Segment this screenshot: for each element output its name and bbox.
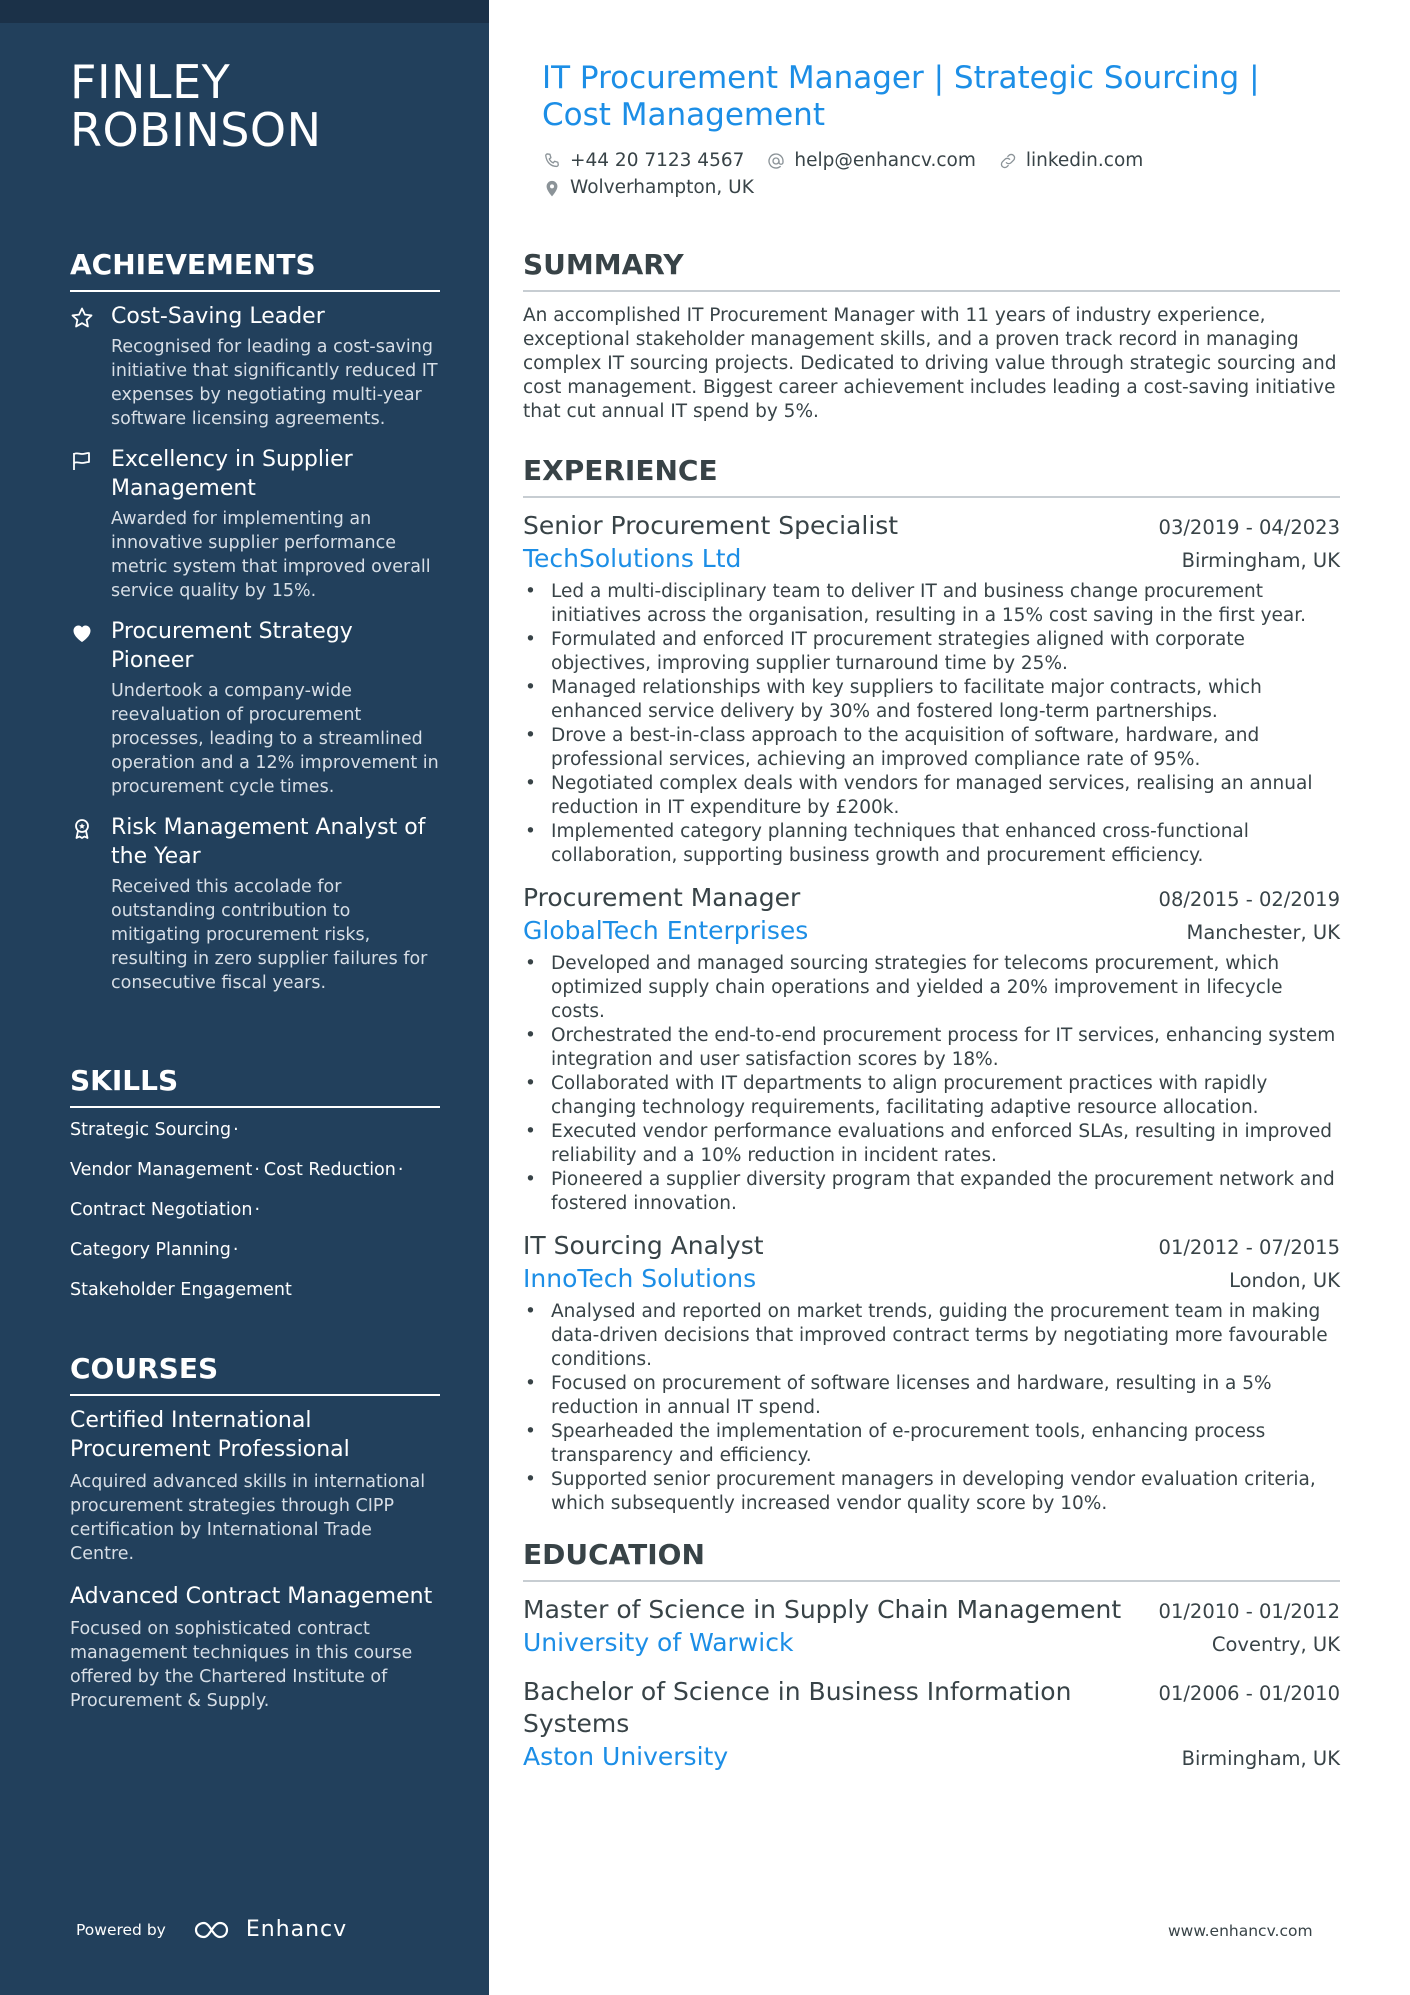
courses-heading: COURSES: [70, 1352, 440, 1396]
achievement-title: Risk Management Analyst of the Year: [111, 815, 426, 869]
linkedin[interactable]: [998, 150, 1143, 171]
email-text: help@enhancv.com: [794, 150, 976, 171]
job-title: IT Sourcing Analyst: [523, 1231, 764, 1260]
course-title: Certified International Procurement Professional: [70, 1408, 350, 1462]
location-text: Wolverhampton, UK: [570, 177, 754, 198]
achievement-desc: Received this accolade for outstanding contribution to mitigating procurement risks, resulting in zero supplier failures for consecutive fiscal years.: [111, 877, 428, 993]
skill-separator: ·: [232, 1240, 239, 1260]
course-title: Advanced Contract Management: [70, 1584, 433, 1609]
education-heading: EDUCATION: [523, 1538, 1340, 1582]
email[interactable]: [766, 150, 975, 171]
heart-icon: [70, 621, 94, 645]
phone[interactable]: [542, 150, 744, 171]
skill-item: Stakeholder Engagement: [70, 1280, 292, 1300]
infinity-icon: [192, 1918, 238, 1942]
link-icon: [998, 151, 1018, 171]
achievements-section: [70, 248, 440, 1009]
degree-title: Master of Science in Supply Chain Management: [523, 1595, 1122, 1624]
experience-heading: EXPERIENCE: [523, 454, 1340, 498]
job-bullets: [523, 580, 1340, 868]
achievement-item: [70, 445, 440, 603]
achievements-heading: ACHIEVEMENTS: [70, 248, 440, 292]
skill-item: Strategic Sourcing: [70, 1120, 232, 1140]
summary-text: An accomplished IT Procurement Manager with 11 years of industry experience, exceptional stakeholder management skills, and a proven track record in managing complex IT sourcing projects. Dedicated to driving value through strategic sourcing and cost management. Biggest career achievement includes leading a cost-saving initiative that cut annual IT spend by 5%.: [523, 305, 1337, 422]
job-company-row: [523, 542, 1340, 576]
achievement-desc: Undertook a company-wide reevaluation of procurement processes, leading to a streamlined operation and a 12% improvement in procurement cycle times.: [111, 681, 439, 797]
course-desc: Acquired advanced skills in international procurement strategies through CIPP certification by International Trade Centre.: [70, 1472, 426, 1564]
skill-item: Vendor Management: [70, 1160, 253, 1180]
school-location: Coventry, UK: [1211, 1633, 1340, 1656]
job-dates: 08/2015 - 02/2019: [1158, 888, 1340, 911]
education-entry: [523, 1676, 1340, 1774]
job-bullet: • Executed vendor performance evaluations and enforced SLAs, resulting in improved reliability and a 10% reduction in incident rates.: [523, 1120, 1340, 1168]
job-bullet: • Pioneered a supplier diversity program that expanded the procurement network and fostered innovation.: [523, 1168, 1340, 1216]
achievement-item: [70, 813, 440, 995]
location: [542, 177, 754, 198]
job-company[interactable]: GlobalTech Enterprises: [523, 916, 809, 945]
skill-item: Category Planning: [70, 1240, 231, 1260]
summary-section: [523, 248, 1340, 424]
job-entry: [523, 1230, 1340, 1516]
job-dates: 01/2012 - 07/2015: [1158, 1236, 1340, 1259]
at-icon: [766, 151, 786, 171]
last-name: ROBINSON: [70, 103, 322, 157]
enhancv-logo[interactable]: [192, 1917, 347, 1942]
achievement-item: [70, 617, 440, 799]
job-location: Manchester, UK: [1186, 921, 1340, 944]
job-bullet: • Focused on procurement of software licenses and hardware, resulting in a 5% reduction in annual IT spend.: [523, 1372, 1340, 1420]
job-title: Procurement Manager: [523, 883, 801, 912]
skill-separator: ·: [397, 1160, 404, 1180]
job-bullet: • Collaborated with IT departments to align procurement practices with rapidly changing technology requirements, facilitating adaptive resource allocation.: [523, 1072, 1340, 1120]
education-entry: [523, 1594, 1340, 1660]
powered-by: [76, 1917, 347, 1942]
education-dates: 01/2010 - 01/2012: [1158, 1600, 1340, 1623]
job-bullet: • Orchestrated the end-to-end procurement process for IT services, enhancing system integration and user satisfaction scores by 18%.: [523, 1024, 1340, 1072]
achievement-item: [70, 302, 440, 431]
powered-by-label: Powered by: [76, 1920, 166, 1939]
job-bullet: • Formulated and enforced IT procurement strategies aligned with corporate objectives, improving supplier turnaround time by 25%.: [523, 628, 1340, 676]
job-company-row: [523, 1262, 1340, 1296]
star-icon: [70, 306, 94, 330]
sidebar: [0, 0, 489, 1995]
job-entry: [523, 882, 1340, 1216]
job-title-row: [523, 1230, 1340, 1262]
job-location: London, UK: [1229, 1269, 1340, 1292]
skill-row: [70, 1118, 440, 1142]
job-location: Birmingham, UK: [1181, 549, 1340, 572]
phone-text: +44 20 7123 4567: [570, 150, 745, 171]
brand-name: Enhancv: [245, 1917, 348, 1942]
job-bullet: • Implemented category planning techniques that enhanced cross-functional collaboration, supporting business growth and procurement efficiency.: [523, 820, 1340, 868]
award-icon: [70, 817, 94, 841]
skill-separator: ·: [254, 1160, 260, 1180]
education-degree-row: [523, 1594, 1340, 1626]
achievement-desc: Recognised for leading a cost-saving initiative that significantly reduced IT expenses by negotiating multi-year software licensing agreements.: [111, 337, 438, 429]
job-bullet: • Drove a best-in-class approach to the acquisition of software, hardware, and professional services, achieving an improved compliance rate of 95%.: [523, 724, 1340, 772]
flag-icon: [70, 449, 94, 473]
job-bullet: • Analysed and reported on market trends, guiding the procurement team in making data-driven decisions that improved contract terms by negotiating more favourable conditions.: [523, 1300, 1340, 1372]
course-desc: Focused on sophisticated contract management techniques in this course offered by the Chartered Institute of Procurement & Supply.: [70, 1619, 413, 1711]
skill-row: [70, 1158, 440, 1182]
job-bullet: • Spearheaded the implementation of e-procurement tools, enhancing process transparency and efficiency.: [523, 1420, 1340, 1468]
skill-row: [70, 1238, 440, 1262]
job-bullets: [523, 952, 1340, 1216]
linkedin-text: linkedin.com: [1025, 150, 1144, 171]
education-school-row: [523, 1626, 1340, 1660]
summary-heading: SUMMARY: [523, 248, 1340, 292]
job-company[interactable]: TechSolutions Ltd: [523, 544, 742, 573]
courses-section: [70, 1352, 440, 1729]
job-bullet: • Led a multi-disciplinary team to deliver IT and business change procurement initiatives across the organisation, resulting in a 15% cost saving in the first year.: [523, 580, 1340, 628]
school-name[interactable]: Aston University: [523, 1742, 729, 1771]
skills-section: [70, 1064, 440, 1302]
course-item: [70, 1406, 440, 1566]
achievement-desc: Awarded for implementing an innovative supplier performance metric system that improved overall service quality by 15%.: [111, 509, 431, 601]
school-location: Birmingham, UK: [1181, 1747, 1340, 1770]
skills-heading: SKILLS: [70, 1064, 440, 1108]
job-bullet: • Negotiated complex deals with vendors for managed services, realising an annual reduction in IT expenditure by £200k.: [523, 772, 1340, 820]
skill-separator: ·: [254, 1200, 261, 1220]
job-bullet: • Developed and managed sourcing strategies for telecoms procurement, which optimized supply chain operations and yielded a 20% improvement in lifecycle costs.: [523, 952, 1340, 1024]
job-bullet: • Supported senior procurement managers in developing vendor evaluation criteria, which subsequently increased vendor quality score by 10%.: [523, 1468, 1340, 1516]
skill-item: Cost Reduction: [263, 1160, 396, 1180]
job-dates: 03/2019 - 04/2023: [1158, 516, 1340, 539]
contact-info: [542, 147, 1332, 201]
first-name: FINLEY: [70, 55, 231, 109]
skill-row: [70, 1198, 440, 1222]
job-bullet: • Managed relationships with key suppliers to facilitate major contracts, which enhanced service delivery by 30% and fostered long-term partnerships.: [523, 676, 1340, 724]
candidate-name: [70, 55, 322, 157]
degree-title: Bachelor of Science in Business Information Systems: [523, 1677, 1072, 1738]
achievement-title: Excellency in Supplier Management: [111, 447, 353, 501]
course-item: [70, 1582, 440, 1713]
footer-url[interactable]: www.enhancv.com: [1168, 1922, 1313, 1940]
contact-row: [542, 147, 1332, 174]
job-title-row: [523, 510, 1340, 542]
sidebar-top-bar: [0, 0, 489, 23]
experience-section: [523, 454, 1340, 1530]
job-entry: [523, 510, 1340, 868]
education-dates: 01/2006 - 01/2010: [1158, 1682, 1340, 1705]
education-degree-row: [523, 1676, 1340, 1740]
achievement-title: Procurement Strategy Pioneer: [111, 619, 353, 673]
skill-separator: ·: [233, 1120, 239, 1140]
job-title-row: [523, 882, 1340, 914]
headline: IT Procurement Manager | Strategic Sourcing | Cost Management: [542, 60, 1260, 133]
education-school-row: [523, 1740, 1340, 1774]
achievement-title: Cost-Saving Leader: [111, 304, 325, 329]
skill-item: Contract Negotiation: [70, 1200, 253, 1220]
school-name[interactable]: University of Warwick: [523, 1628, 794, 1657]
job-company[interactable]: InnoTech Solutions: [523, 1264, 757, 1293]
phone-icon: [542, 151, 562, 171]
education-section: [523, 1538, 1340, 1790]
contact-row: [542, 174, 1332, 201]
job-company-row: [523, 914, 1340, 948]
job-title: Senior Procurement Specialist: [523, 511, 899, 540]
location-pin-icon: [542, 178, 562, 198]
job-bullets: [523, 1300, 1340, 1516]
skill-row: [70, 1278, 440, 1302]
